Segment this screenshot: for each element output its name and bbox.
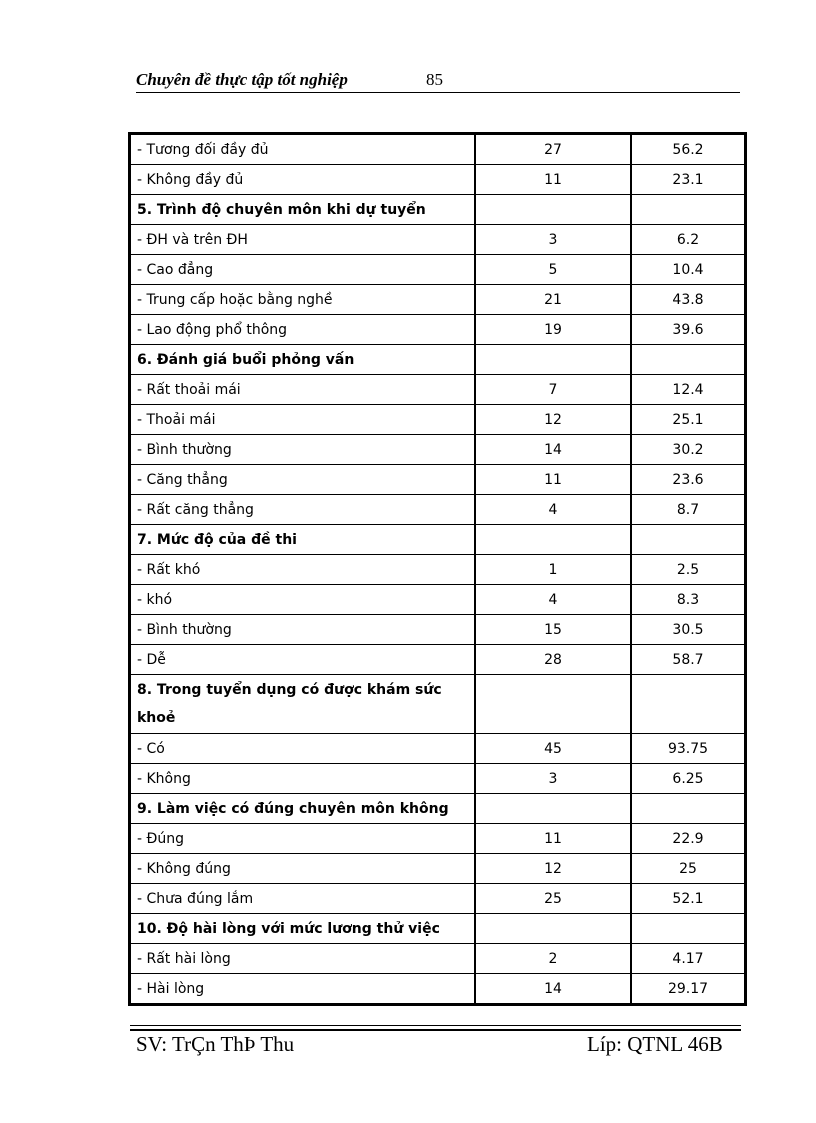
row-label: - Căng thẳng [130, 465, 476, 495]
row-label: - Không đúng [130, 854, 476, 884]
row-count: 11 [475, 465, 631, 495]
table-row [130, 134, 746, 165]
table-row [130, 165, 746, 195]
section-row [130, 345, 746, 375]
row-count: 4 [475, 495, 631, 525]
row-count [475, 914, 631, 944]
row-percent [631, 675, 746, 734]
row-count: 25 [475, 884, 631, 914]
row-percent [631, 195, 746, 225]
row-label: 10. Độ hài lòng với mức lương thử việc [130, 914, 476, 944]
row-percent: 39.6 [631, 315, 746, 345]
row-count [475, 345, 631, 375]
table-row [130, 555, 746, 585]
page-header [136, 68, 740, 93]
table-row [130, 884, 746, 914]
page-number: 85 [426, 70, 443, 89]
row-percent: 25 [631, 854, 746, 884]
row-count: 21 [475, 285, 631, 315]
row-label: - Rất thoải mái [130, 375, 476, 405]
table-row [130, 645, 746, 675]
table-row [130, 585, 746, 615]
table-row [130, 854, 746, 884]
row-percent: 23.6 [631, 465, 746, 495]
footer-divider [130, 1025, 741, 1026]
row-label: - ĐH và trên ĐH [130, 225, 476, 255]
table-row [130, 944, 746, 974]
row-percent: 22.9 [631, 824, 746, 854]
section-row [130, 525, 746, 555]
row-label: 8. Trong tuyển dụng có được khám sức khoẻ [130, 675, 476, 734]
row-percent: 2.5 [631, 555, 746, 585]
survey-table [128, 132, 747, 1006]
row-percent: 4.17 [631, 944, 746, 974]
row-count [475, 794, 631, 824]
row-label: - Lao động phổ thông [130, 315, 476, 345]
row-count: 12 [475, 405, 631, 435]
row-label: - Bình thường [130, 435, 476, 465]
header-title: Chuyên đề thực tập tốt nghiệp [136, 70, 348, 89]
table-row [130, 375, 746, 405]
row-percent: 52.1 [631, 884, 746, 914]
row-count: 2 [475, 944, 631, 974]
survey-table-body [130, 134, 746, 1005]
row-percent: 93.75 [631, 734, 746, 764]
table-row [130, 255, 746, 285]
table-row [130, 405, 746, 435]
table-row [130, 615, 746, 645]
row-count: 3 [475, 225, 631, 255]
table-row [130, 465, 746, 495]
table-row [130, 764, 746, 794]
row-percent: 43.8 [631, 285, 746, 315]
row-label: - Rất khó [130, 555, 476, 585]
row-label: - Bình thường [130, 615, 476, 645]
table-row [130, 974, 746, 1005]
row-label: 7. Mức độ của đề thi [130, 525, 476, 555]
table-row [130, 734, 746, 764]
table-row [130, 315, 746, 345]
row-percent: 8.3 [631, 585, 746, 615]
row-count: 1 [475, 555, 631, 585]
footer-class: Líp: QTNL 46B [587, 1032, 723, 1056]
row-count: 4 [475, 585, 631, 615]
section-row [130, 914, 746, 944]
row-percent: 30.5 [631, 615, 746, 645]
row-label: 9. Làm việc có đúng chuyên môn không [130, 794, 476, 824]
row-percent: 12.4 [631, 375, 746, 405]
row-label: - Rất căng thẳng [130, 495, 476, 525]
row-label: - Dễ [130, 645, 476, 675]
row-label: 5. Trình độ chuyên môn khi dự tuyển [130, 195, 476, 225]
section-row [130, 794, 746, 824]
row-count: 11 [475, 165, 631, 195]
table-row [130, 225, 746, 255]
row-count: 11 [475, 824, 631, 854]
row-percent: 8.7 [631, 495, 746, 525]
row-percent: 25.1 [631, 405, 746, 435]
row-percent [631, 345, 746, 375]
row-label: - Có [130, 734, 476, 764]
row-count [475, 525, 631, 555]
row-label: - Không [130, 764, 476, 794]
row-label: - Không đầy đủ [130, 165, 476, 195]
row-count [475, 195, 631, 225]
row-label: - Đúng [130, 824, 476, 854]
row-label: - Hài lòng [130, 974, 476, 1005]
row-percent: 10.4 [631, 255, 746, 285]
row-label: - khó [130, 585, 476, 615]
row-count: 28 [475, 645, 631, 675]
row-percent: 6.25 [631, 764, 746, 794]
table-row [130, 824, 746, 854]
row-label: - Trung cấp hoặc bằng nghề [130, 285, 476, 315]
footer-divider-thick [130, 1029, 741, 1031]
row-label: - Tương đối đầy đủ [130, 134, 476, 165]
row-percent [631, 914, 746, 944]
row-label: - Chưa đúng lắm [130, 884, 476, 914]
footer-student: SV: TrÇn ThÞ Thu [136, 1032, 295, 1056]
row-percent: 58.7 [631, 645, 746, 675]
row-label: 6. Đánh giá buổi phỏng vấn [130, 345, 476, 375]
row-percent [631, 794, 746, 824]
row-count: 7 [475, 375, 631, 405]
row-count: 45 [475, 734, 631, 764]
table-row [130, 285, 746, 315]
row-count: 15 [475, 615, 631, 645]
row-count: 12 [475, 854, 631, 884]
row-count [475, 675, 631, 734]
row-count: 19 [475, 315, 631, 345]
row-count: 5 [475, 255, 631, 285]
section-row [130, 675, 746, 734]
row-label: - Rất hài lòng [130, 944, 476, 974]
table-row [130, 495, 746, 525]
row-percent: 6.2 [631, 225, 746, 255]
row-percent: 23.1 [631, 165, 746, 195]
row-count: 3 [475, 764, 631, 794]
row-count: 14 [475, 435, 631, 465]
row-percent: 30.2 [631, 435, 746, 465]
table-row [130, 435, 746, 465]
row-count: 27 [475, 134, 631, 165]
section-row [130, 195, 746, 225]
row-label: - Thoải mái [130, 405, 476, 435]
row-label: - Cao đẳng [130, 255, 476, 285]
row-percent [631, 525, 746, 555]
row-percent: 56.2 [631, 134, 746, 165]
row-percent: 29.17 [631, 974, 746, 1005]
row-count: 14 [475, 974, 631, 1005]
